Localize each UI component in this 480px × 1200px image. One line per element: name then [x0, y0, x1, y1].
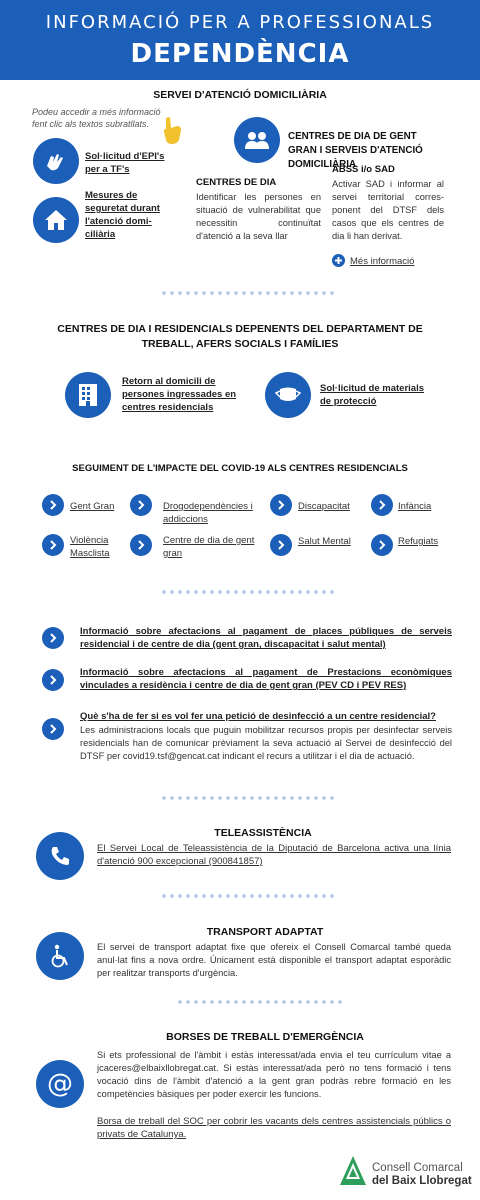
chevron-right-icon[interactable]	[130, 494, 152, 516]
tele-link[interactable]: El Servei Local de Teleassistència de la Diputació de Barcelona activa una línia d'atenció 900 excepcional (900841857)	[97, 843, 451, 867]
divider	[160, 894, 336, 898]
mes-info-link[interactable]: Més informació	[350, 256, 415, 267]
divider	[176, 1000, 344, 1004]
home-icon	[33, 197, 79, 243]
building-icon	[65, 372, 111, 418]
header-subtitle: INFORMACIÓ PER A PROFESSIONALS	[45, 12, 435, 33]
sad-hint: Podeu accedir a més informació fent clic als textos subratllats.	[32, 107, 161, 129]
divider	[160, 590, 336, 594]
chevron-right-icon[interactable]	[42, 534, 64, 556]
centres-sad-title: CENTRES DE DIA DE GENT GRAN I SERVEIS D'ATENCIÓ DOMICILIÀRIA	[288, 131, 423, 170]
transport-text: El servei de transport adaptat fixe que ofereix el Consell Comarcal també queda anul·lat fins a nova ordre. Únicament està disponible el transport adaptat esporàdic per realitzar transports d'urgència.	[97, 942, 451, 978]
seguiment-item[interactable]: Violència Masclista	[70, 535, 110, 559]
materials-link[interactable]: Sol·licitud de materials de protecció	[320, 383, 424, 407]
abss-title: ABSS i/o SAD	[332, 164, 395, 175]
chevron-right-icon[interactable]	[42, 494, 64, 516]
divider	[160, 291, 336, 295]
centres-title: CENTRES DE DIA I RESIDENCIALS DEPENENTS DEL DEPARTAMENT DE TREBALL, AFERS SOCIALS I FAMÍLIES	[57, 323, 423, 350]
chevron-right-icon[interactable]	[270, 494, 292, 516]
chevron-right-icon[interactable]	[371, 534, 393, 556]
people-icon	[234, 117, 280, 163]
plus-icon[interactable]	[332, 254, 345, 267]
seguiment-item[interactable]: Discapacitat	[298, 501, 350, 512]
chevron-right-icon[interactable]	[371, 494, 393, 516]
wheelchair-icon	[36, 932, 84, 980]
cdd-text: Identificar les persones en situació de vulnerabilitat que necessitin continuïtat d'atenció a la seva llar	[196, 192, 321, 241]
chevron-right-icon[interactable]	[42, 669, 64, 691]
seguiment-title: SEGUIMENT DE L'IMPACTE DEL COVID-19 ALS CENTRES RESIDENCIALS	[72, 463, 408, 474]
pointing-hand-icon	[160, 116, 184, 146]
mask-icon	[265, 372, 311, 418]
afectacions-pev-link[interactable]: Informació sobre afectacions al pagament de Prestacions econòmiques vinculades a residència i centre de dia de gent gran (PEV CD i PEV RES)	[80, 667, 452, 691]
borses-soc-link[interactable]: Borsa de treball del SOC per cobrir les vacants dels centres assistencials públics o privats de Catalunya.	[97, 1116, 451, 1140]
seguiment-item[interactable]: Refugiats	[398, 536, 439, 547]
cdd-title: CENTRES DE DIA	[196, 177, 277, 188]
seguiment-item[interactable]: Centre de dia de gent gran	[163, 535, 255, 559]
transport-title: TRANSPORT ADAPTAT	[206, 926, 324, 938]
chevron-right-icon[interactable]	[130, 534, 152, 556]
tele-title: TELEASSISTÈNCIA	[214, 827, 312, 839]
seguiment-item[interactable]: Infància	[398, 501, 432, 512]
logo-line1: Consell Comarcal	[372, 1162, 463, 1174]
mesures-link[interactable]: Mesures de seguretat durant l'atenció domi-ciliària	[85, 190, 160, 240]
desinfeccio-text: Les administracions locals que puguin mobilitzar recursos propis per desinfectar serveis residencials han de comunicar prèviament la seva actuació al Servei de desinfecció del DTSF per covid19.tsf@gencat.cat indicant el recurs a utilitzar i el dia de actuació.	[80, 725, 452, 761]
desinfeccio-title-link[interactable]: Què s'ha de fer si es vol fer una petició de desinfecció a un centre residencial?	[80, 711, 436, 722]
consell-logo-icon	[338, 1155, 368, 1187]
sad-title: SERVEI D'ATENCIÓ DOMICILIÀRIA	[153, 89, 327, 101]
borses-title: BORSES DE TREBALL D'EMERGÈNCIA	[166, 1031, 364, 1043]
seguiment-item[interactable]: Gent Gran	[70, 501, 115, 512]
at-sign-icon: @	[36, 1060, 84, 1108]
borses-text: Si ets professional de l'àmbit i estàs interessat/ada envia el teu currículum vitae a jcaceres@elbaixllobregat.cat. Si estàs interessat/ada però no tens formació i tens vocació dins de l'àmbit d'atenció a la gent gran podràs rebre formació en les competències bàsiques per poder exercir les funcions.	[97, 1050, 451, 1099]
afectacions-places-link[interactable]: Informació sobre afectacions al pagament de places públiques de serveis residencial i de centre de dia (gent gran, discapacitat i salut mental)	[80, 626, 452, 650]
epis-link[interactable]: Sol·licitud d'EPI's per a TF's	[85, 151, 165, 175]
divider	[160, 796, 336, 800]
chevron-right-icon[interactable]	[270, 534, 292, 556]
chevron-right-icon[interactable]	[42, 718, 64, 740]
logo-line2: del Baix Llobregat	[372, 1175, 472, 1187]
seguiment-item[interactable]: Salut Mental	[298, 536, 351, 547]
retorn-link[interactable]: Retorn al domicili de persones ingressades en centres residencials	[122, 376, 237, 413]
phone-icon	[36, 832, 84, 880]
page-title: DEPENDÈNCIA	[130, 39, 350, 69]
seguiment-item[interactable]: Drogodependències i addiccions	[163, 501, 253, 525]
page-header	[0, 0, 480, 80]
abss-text: Activar SAD i informar al servei territorial corres-ponent del DTSF dels casos que els centres de dia li han derivat.	[332, 179, 444, 241]
gloves-icon	[33, 138, 79, 184]
chevron-right-icon[interactable]	[42, 627, 64, 649]
